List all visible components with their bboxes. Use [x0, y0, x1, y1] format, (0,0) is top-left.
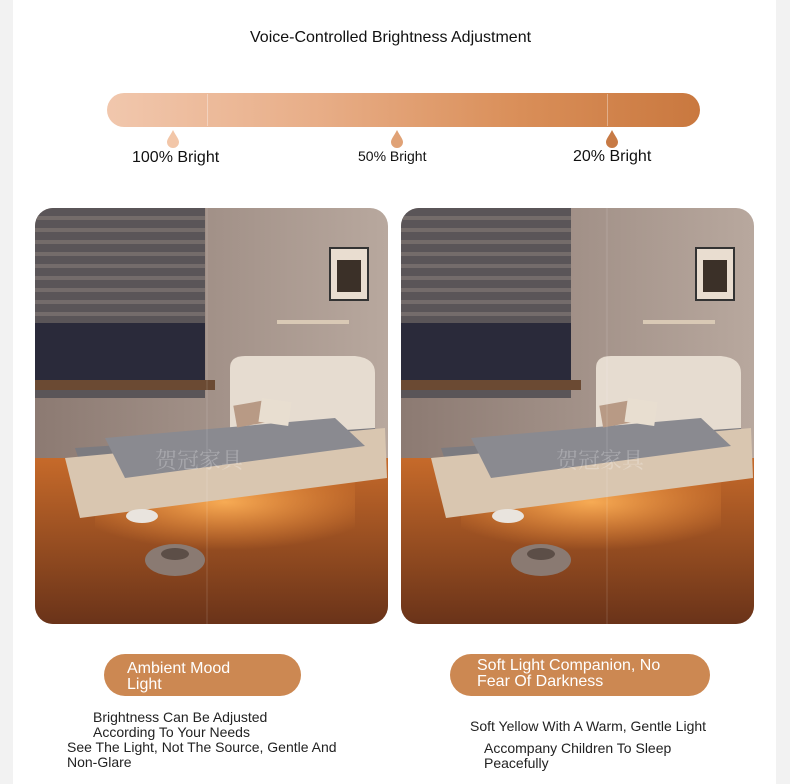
bedroom-photo-soft	[401, 208, 754, 624]
brightness-gradient-bar	[107, 93, 700, 127]
brightness-marker-icon	[391, 130, 403, 148]
feature-pill-ambient	[104, 654, 301, 696]
watermark: 贺冠家具	[556, 449, 645, 474]
pill-line: Ambient Mood	[127, 660, 231, 677]
caption-line: Brightness Can Be Adjusted	[93, 709, 268, 725]
brightness-marker-icon	[606, 130, 618, 148]
watermark: 贺冠家具	[155, 449, 244, 474]
caption-line: According To Your Needs	[93, 724, 250, 740]
caption-line: Peacefully	[484, 755, 549, 771]
scale-divider	[207, 94, 208, 126]
scale-divider	[607, 94, 608, 126]
caption-warm-light: Soft Yellow With A Warm, Gentle Light	[470, 718, 707, 734]
bedroom-photo-ambient	[35, 208, 388, 624]
caption-line: Accompany Children To Sleep	[484, 740, 672, 756]
page-title: Voice-Controlled Brightness Adjustment	[250, 29, 532, 46]
brightness-marker-icon	[167, 130, 179, 148]
brightness-label-50: 50% Bright	[358, 148, 427, 164]
caption-line: Non-Glare	[67, 754, 132, 770]
pill-line: Light	[127, 676, 162, 693]
brightness-label-20: 20% Bright	[573, 148, 652, 165]
pill-line: Fear Of Darkness	[477, 673, 604, 690]
caption-line: See The Light, Not The Source, Gentle And	[67, 739, 337, 755]
caption-children-sleep	[484, 741, 671, 771]
feature-pill-soft-light	[450, 654, 710, 696]
caption-adjustable	[93, 710, 267, 740]
brightness-label-100: 100% Bright	[132, 149, 220, 166]
pill-line: Soft Light Companion, No	[477, 657, 661, 674]
caption-non-glare	[67, 740, 337, 770]
